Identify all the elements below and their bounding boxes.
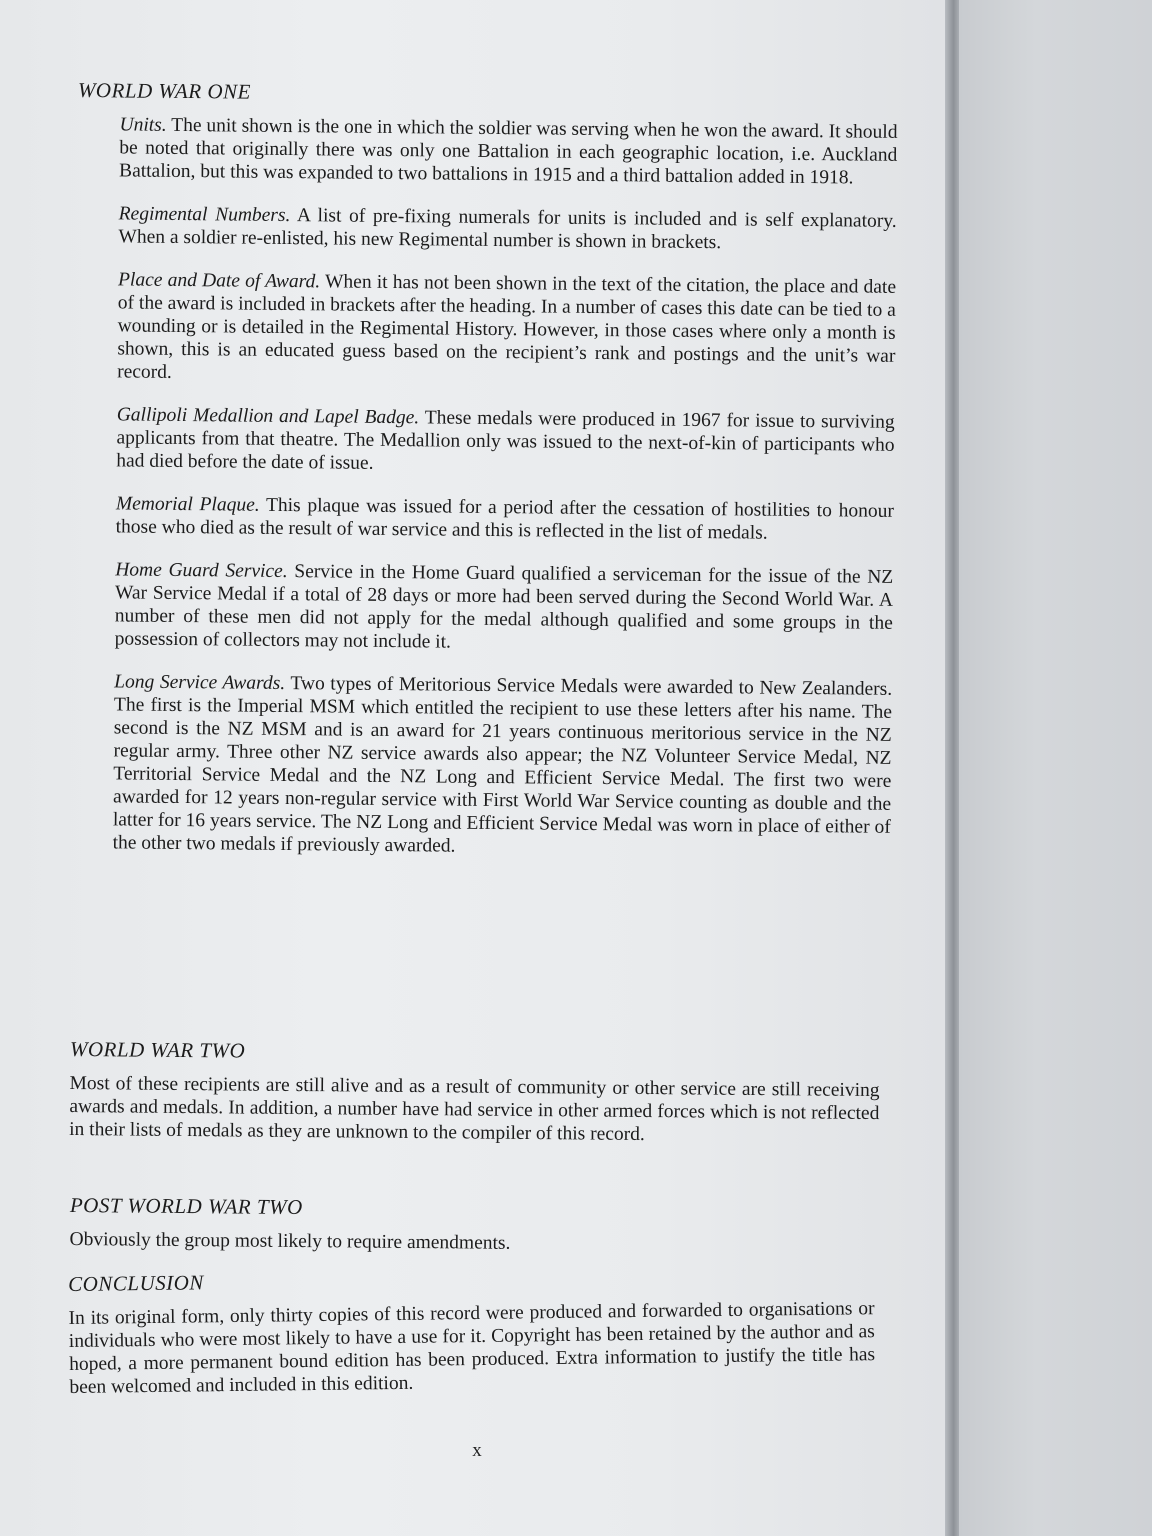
paragraph-text: Two types of Meritorious Service Medals were awarded to New Zealanders. The first is the Imperial MSM which entitled the recipient to use these letters after his name. The second is the NZ MSM and is an award for 21 years continuous meritorious service in the NZ regular army. Three other NZ service awards also appear; the NZ Volunteer Service Medal, NZ Territorial Service Medal and the NZ Long and Efficient Service Medal. The first two were awarded for 12 years non-regular service with First World War Service counting as double and the latter for 16 years service. The NZ Long and Efficient Service Medal was worn in place of either of the other two medals if previously awarded.: [112, 673, 893, 857]
paragraph-text: When it has not been shown in the text of the citation, the place and date of the award is included in brackets after the heading. In a number of cases this date can be tied to a wounding or is detailed in the Regimental History. However, in those cases where only a month is shown, this is an educated guess based on the recipient’s rank and postings and the unit’s war record.: [117, 271, 897, 383]
paragraph-term: Gallipoli Medallion and Lapel Badge.: [116, 404, 420, 429]
paragraph-units: [119, 113, 898, 189]
paragraph-home-guard: [115, 558, 894, 657]
paragraph-gallipoli-medallion: [116, 403, 895, 479]
paragraph-text: This plaque was issued for a period after the cessation of hostilities to honour those who died as the result of war service and this is reflected in the list of medals.: [115, 494, 894, 544]
page-number: x: [472, 1440, 482, 1461]
post-world-war-two-text: Obviously the group most likely to require amendments.: [69, 1228, 511, 1254]
paragraph-term: Regimental Numbers.: [118, 203, 291, 227]
conclusion-text: In its original form, only thirty copies of this record were produced and forwarded to organisations or individuals who were most likely to have a use for it. Copyright has been retained by the author and as hoped, a more permanent bound edition has been produced. Extra information to justify the title has been welcomed and included in this edition.: [68, 1298, 876, 1398]
paragraph-text: The unit shown is the one in which the soldier was serving when he won the award. It should be noted that originally there was only one Battalion in each geographic location, i.e. Auckland Battalion, but this was expanded to two battalions in 1915 and a third battalion added in 1918.: [119, 114, 898, 189]
facing-page-edge: [959, 0, 1152, 1536]
paragraph-text: Service in the Home Guard qualified a serviceman for the issue of the NZ War Service Medal if a total of 28 days or more had been served during the Second World War. A number of these men did not apply for the medal although qualified and some groups in the possession of collectors may not include it.: [114, 561, 894, 653]
section-world-war-one: [70, 78, 898, 882]
section-post-world-war-two: [69, 1193, 879, 1258]
paragraph-term: Memorial Plaque.: [115, 493, 260, 516]
paragraph-long-service-awards: [113, 670, 893, 861]
world-war-two-text: Most of these recipients are still alive and as a result of community or other service are still receiving awards and medals. In addition, a number have had service in other armed forces which is not reflected in their lists of medals as they are unknown to the compiler of this record.: [69, 1072, 880, 1146]
section-heading-world-war-one: WORLD WAR ONE: [77, 78, 252, 104]
section-heading-post-world-war-two: POST WORLD WAR TWO: [69, 1193, 303, 1220]
world-war-one-paragraphs: [71, 113, 898, 862]
paragraph-term: Home Guard Service.: [115, 559, 288, 583]
paragraph-memorial-plaque: [116, 492, 894, 545]
paragraph-text: These medals were produced in 1967 for issue to surviving applicants from that theatre. The Medallion only was issued to the next-of-kin of participants who had died before the date of issue.: [116, 407, 895, 474]
section-conclusion: [68, 1262, 875, 1399]
section-heading-conclusion: CONCLUSION: [68, 1270, 204, 1296]
paragraph-term: Place and Date of Award.: [117, 269, 321, 293]
paragraph-term: Long Service Awards.: [114, 671, 286, 695]
section-world-war-two: [69, 1037, 880, 1148]
paragraph-place-and-date: [117, 268, 896, 390]
book-gutter: [945, 0, 959, 1536]
section-heading-world-war-two: WORLD WAR TWO: [69, 1037, 246, 1063]
paragraph-term: Units.: [119, 114, 167, 136]
paragraph-regimental-numbers: [118, 202, 896, 255]
paragraph-text: A list of pre-fixing numerals for units is included and is self explanatory. When a soldier re-enlisted, his new Regimental number is shown in brackets.: [118, 205, 897, 254]
